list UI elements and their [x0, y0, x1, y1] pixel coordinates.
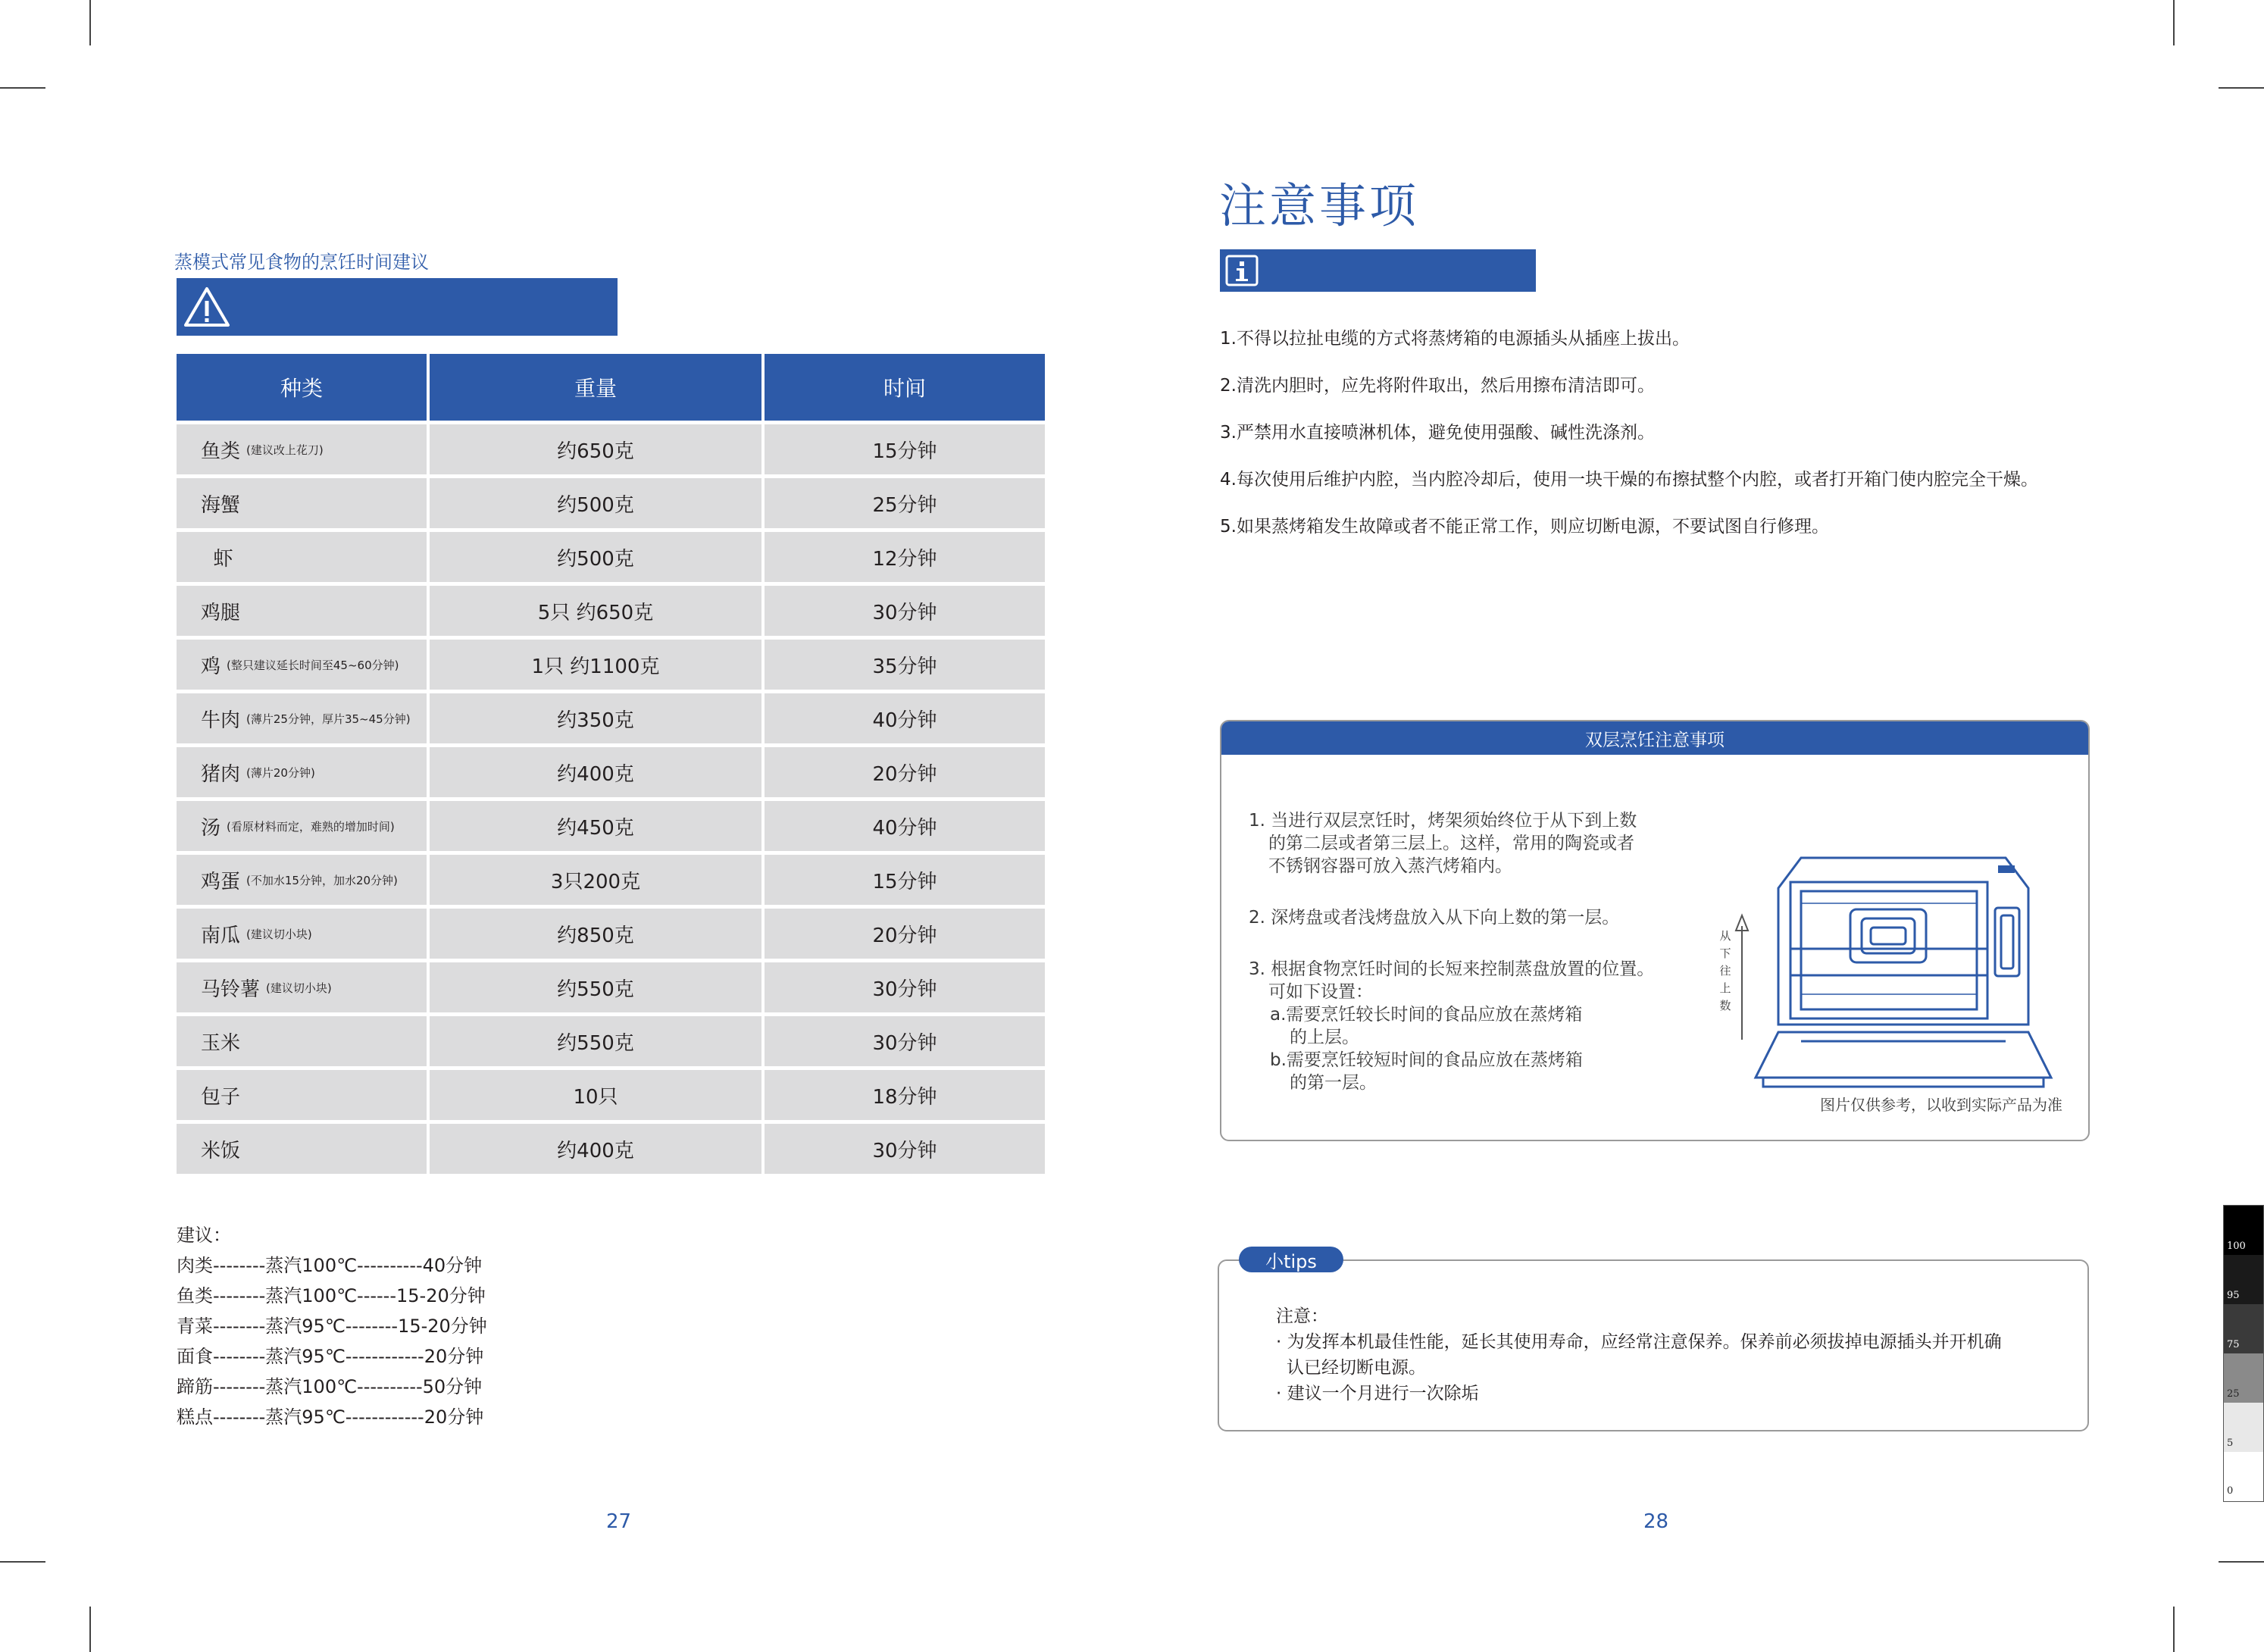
advice-line: 蹄筋--------蒸汽100℃----------50分钟 — [177, 1376, 483, 1397]
food-type-cell — [177, 424, 427, 474]
scale-block: 25 — [2224, 1353, 2263, 1403]
time-cell: 30分钟 — [765, 586, 1045, 636]
table-row — [177, 1016, 1048, 1070]
weight-cell: 约350克 — [430, 693, 761, 743]
weight-cell: 约500克 — [430, 532, 761, 582]
crop-mark — [0, 87, 45, 89]
time-cell: 12分钟 — [765, 532, 1045, 582]
oven-illustration — [1718, 843, 2074, 1093]
crop-mark — [2219, 1561, 2264, 1563]
time-cell: 25分钟 — [765, 478, 1045, 528]
page-number-right: 28 — [1643, 1510, 1669, 1533]
advice-line: 肉类--------蒸汽100℃----------40分钟 — [177, 1255, 483, 1276]
crop-mark — [2173, 0, 2175, 45]
food-name: 牛肉 — [201, 709, 241, 732]
time-cell: 35分钟 — [765, 640, 1045, 690]
section-title: 蒸模式常见食物的烹饪时间建议 — [174, 252, 429, 273]
header-weight: 重量 — [430, 354, 761, 421]
food-name: 马铃薯 — [201, 978, 261, 1001]
page-number-left: 27 — [606, 1510, 632, 1533]
table-row — [177, 640, 1048, 693]
food-type-cell — [177, 855, 427, 905]
advice-line: 糕点--------蒸汽95℃------------20分钟 — [177, 1406, 484, 1428]
crop-mark — [2173, 1607, 2175, 1652]
food-note: (薄片20分钟) — [246, 765, 315, 780]
page-title: 注意事项 — [1219, 178, 1420, 233]
rule-item: 4.每次使用后维护内腔，当内腔冷却后，使用一块干燥的布擦拭整个内腔，或者打开箱门使内腔完全干燥。 — [1220, 470, 2038, 490]
food-name: 鱼类 — [201, 440, 241, 463]
crop-mark — [89, 0, 91, 45]
double-layer-steps — [1249, 809, 1654, 1123]
tips-line: · 为发挥本机最佳性能，延长其使用寿命，应经常注意保养。保养前必须拔掉电源插头并开机确 — [1276, 1332, 2002, 1352]
table-header — [177, 354, 1048, 424]
food-note: (建议切小块) — [246, 927, 312, 941]
food-name: 鸡蛋 — [201, 870, 241, 893]
food-name: 南瓜 — [201, 924, 241, 947]
header-time: 时间 — [765, 354, 1045, 421]
table-row — [177, 586, 1048, 640]
food-type-cell — [177, 1070, 427, 1120]
cooking-time-table — [177, 354, 1048, 1178]
table-row — [177, 962, 1048, 1016]
double-layer-box — [1220, 720, 2090, 1141]
weight-cell: 5只 约650克 — [430, 586, 761, 636]
food-name: 包子 — [201, 1085, 241, 1109]
weight-cell: 约400克 — [430, 1124, 761, 1174]
rule-item: 5.如果蒸烤箱发生故障或者不能正常工作，则应切断电源，不要试图自行修理。 — [1220, 517, 1829, 537]
crop-mark — [0, 1561, 45, 1563]
weight-cell: 约550克 — [430, 962, 761, 1012]
tips-text — [1276, 1303, 2002, 1406]
food-name: 猪肉 — [201, 762, 241, 786]
tips-line: 认已经切断电源。 — [1287, 1358, 1426, 1378]
food-type-cell — [177, 1124, 427, 1174]
time-cell: 30分钟 — [765, 1124, 1045, 1174]
table-row — [177, 801, 1048, 855]
food-note: (建议切小块) — [266, 981, 332, 995]
tips-line: 注意： — [1276, 1306, 1328, 1326]
image-caption: 图片仅供参考，以收到实际产品为准 — [1820, 1096, 2062, 1114]
header-type: 种类 — [177, 354, 427, 421]
food-type-cell — [177, 1016, 427, 1066]
weight-cell: 3只200克 — [430, 855, 761, 905]
info-icon — [1224, 254, 1259, 287]
table-row — [177, 478, 1048, 532]
table-row — [177, 909, 1048, 962]
info-bar — [1220, 249, 1536, 292]
arrow-label-char: 从 — [1719, 929, 1731, 943]
step-3: 3. 根据食物烹饪时间的长短来控制蒸盘放置的位置。 可如下设置： a.需要烹饪较长时间的食品应放在蒸烤箱 的上层。 b.需要烹饪较短时间的食品应放在蒸烤箱 的第一层。 — [1249, 959, 1655, 1093]
food-type-cell — [177, 640, 427, 690]
food-type-cell — [177, 747, 427, 797]
food-type-cell — [177, 909, 427, 959]
tips-line: · 建议一个月进行一次除垢 — [1276, 1384, 1479, 1403]
crop-mark — [89, 1607, 91, 1652]
table-row — [177, 747, 1048, 801]
rules-list — [1220, 324, 2038, 559]
weight-cell: 约450克 — [430, 801, 761, 851]
rule-item: 3.严禁用水直接喷淋机体，避免使用强酸、碱性洗涤剂。 — [1220, 423, 1655, 443]
food-type-cell — [177, 693, 427, 743]
food-note: (看原材料而定，难熟的增加时间) — [227, 819, 395, 834]
scale-block: 5 — [2224, 1403, 2263, 1452]
table-row — [177, 424, 1048, 478]
crop-mark — [2219, 87, 2264, 89]
rule-item: 1.不得以拉扯电缆的方式将蒸烤箱的电源插头从插座上拔出。 — [1220, 329, 1690, 349]
food-name: 鸡腿 — [201, 601, 241, 624]
food-note: (薄片25分钟，厚片35~45分钟) — [246, 712, 411, 726]
print-color-scale — [2223, 1205, 2264, 1502]
table-row — [177, 1124, 1048, 1178]
food-type-cell — [177, 801, 427, 851]
weight-cell: 约500克 — [430, 478, 761, 528]
tips-badge: 小tips — [1239, 1247, 1343, 1272]
arrow-label-char: 下 — [1719, 946, 1731, 960]
time-cell: 40分钟 — [765, 801, 1045, 851]
food-type-cell — [177, 532, 427, 582]
time-cell: 15分钟 — [765, 424, 1045, 474]
food-name: 汤 — [201, 816, 221, 840]
food-name: 虾 — [201, 547, 233, 571]
table-row — [177, 1070, 1048, 1124]
food-note: (不加水15分钟，加水20分钟) — [246, 873, 398, 887]
rule-item: 2.清洗内胆时，应先将附件取出，然后用擦布清洁即可。 — [1220, 376, 1655, 396]
food-name: 玉米 — [201, 1031, 241, 1055]
food-type-cell — [177, 586, 427, 636]
time-cell: 15分钟 — [765, 855, 1045, 905]
food-note: (整只建议延长时间至45~60分钟) — [227, 658, 399, 672]
time-cell: 40分钟 — [765, 693, 1045, 743]
scale-block: 95 — [2224, 1255, 2263, 1304]
warning-icon — [181, 284, 233, 330]
food-note: (建议改上花刀) — [246, 443, 324, 457]
arrow-label-char: 数 — [1719, 999, 1731, 1012]
advice-line: 鱼类--------蒸汽100℃------15-20分钟 — [177, 1285, 486, 1306]
scale-block: 100 — [2224, 1206, 2263, 1255]
advice-line: 建议： — [177, 1225, 231, 1246]
scale-block: 0 — [2224, 1452, 2263, 1500]
time-cell: 20分钟 — [765, 909, 1045, 959]
advice-list — [177, 1220, 487, 1432]
weight-cell: 约850克 — [430, 909, 761, 959]
weight-cell: 1只 约1100克 — [430, 640, 761, 690]
time-cell: 30分钟 — [765, 1016, 1045, 1066]
advice-line: 面食--------蒸汽95℃------------20分钟 — [177, 1346, 484, 1367]
double-layer-title: 双层烹饪注意事项 — [1221, 721, 2088, 755]
arrow-label-char: 上 — [1719, 981, 1731, 995]
table-row — [177, 855, 1048, 909]
weight-cell: 约650克 — [430, 424, 761, 474]
weight-cell: 约550克 — [430, 1016, 761, 1066]
table-row — [177, 693, 1048, 747]
time-cell: 20分钟 — [765, 747, 1045, 797]
weight-cell: 约400克 — [430, 747, 761, 797]
table-row — [177, 532, 1048, 586]
weight-cell: 10只 — [430, 1070, 761, 1120]
time-cell: 30分钟 — [765, 962, 1045, 1012]
food-type-cell — [177, 962, 427, 1012]
warning-bar — [177, 278, 618, 336]
food-name: 米饭 — [201, 1139, 241, 1162]
step-2: 2. 深烤盘或者浅烤盘放入从下向上数的第一层。 — [1249, 908, 1620, 928]
scale-block: 75 — [2224, 1304, 2263, 1353]
arrow-label-char: 往 — [1719, 964, 1731, 978]
step-1: 1. 当进行双层烹饪时，烤架须始终位于从下到上数 的第二层或者第三层上。这样，常用的陶瓷或者 不锈钢容器可放入蒸汽烤箱内。 — [1249, 811, 1637, 876]
advice-line: 青菜--------蒸汽95℃--------15-20分钟 — [177, 1316, 487, 1337]
food-name: 海蟹 — [201, 493, 241, 517]
food-type-cell — [177, 478, 427, 528]
time-cell: 18分钟 — [765, 1070, 1045, 1120]
food-name: 鸡 — [201, 655, 221, 678]
